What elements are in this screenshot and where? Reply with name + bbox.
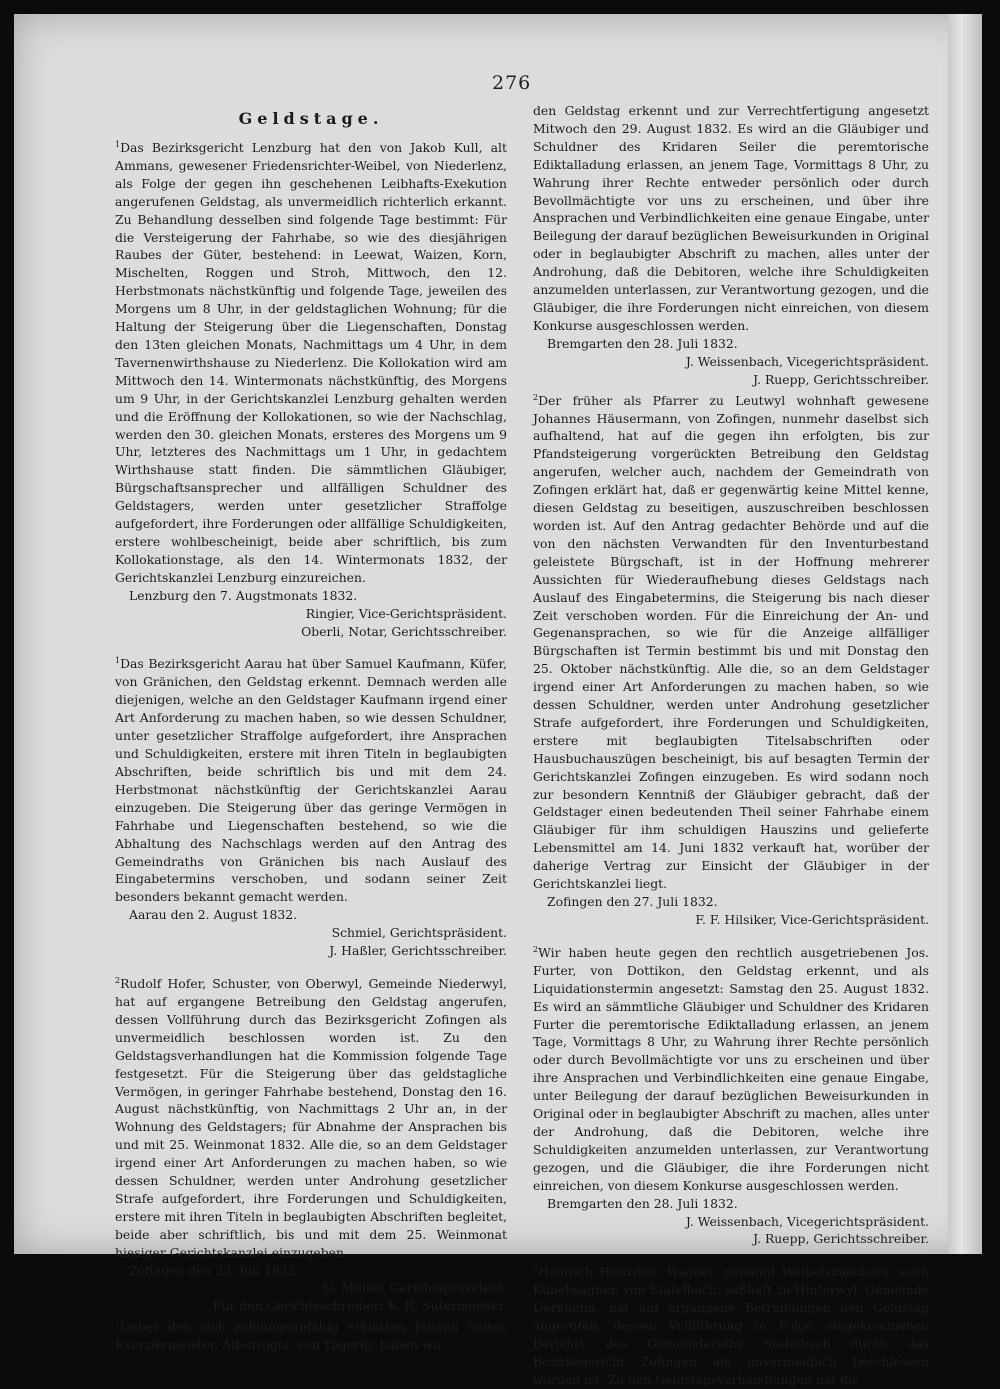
notice-place-date: Zofingen den 23. Juli 1832. — [129, 1262, 300, 1278]
notice-signature: J. Ruepp, Gerichtsschreiber. — [753, 1231, 929, 1247]
notice-text: Rudolf Hofer, Schuster, von Oberwyl, Gemeinde Niederwyl, hat auf ergangene Betreibung den Geldstag angerufen, dessen Vollführung durch das Bezirksgericht Zofingen als unvermeidlich beschlossen worden ist. Zu den Geldstagsverhandlungen hat die Kommission folgende Tage festgesetzt. Für die Steigerung über das geldstagliche Vermögen, in geringer Fahrhabe bestehend, Donstag den 16. August nächstkünftig, von Nachmittags 2 Uhr an, in der Wohnung des Geldstagers; für Abnahme der Ansprachen bis und mit 25. Weinmonat 1832. Alle die, so an dem Geldstager irgend einer Art Anforderungen zu machen haben, so wie dessen Schuldner, werden unter Androhung gesetzlicher Strafe aufgefordert, ihre Forderungen und Schuldigkeiten, erstere mit ihren Titeln in beglaubigten Abschriften begleitet, beide aber schriftlich, bis und mit dem 25. Weinmonat hiesiger Gerichtskanzlei einzugeben. — [115, 976, 507, 1260]
notice-text: Ueber den sich zahlungsunfähig erklärten Johann Seiler, Exerziermeister, Altenvogts, von Tägerig, haben wir — [115, 1319, 507, 1353]
notice-text: Das Bezirksgericht Aarau hat über Samuel Kaufmann, Küfer, von Gränichen, den Geldstag erkennt. Demnach werden alle diejenigen, welche an den Geldstager Kaufmann irgend einer Art Anforderung zu machen haben, so wie dessen Schuldner, unter gesetzlicher Straffolge aufgefordert, ihre Ansprachen und Schuldigkeiten, erstere mit ihren Titeln in beglaubigten Abschriften, beide schriftlich bis und mit dem 24. Herbstmonat nächstkünftig der Gerichtskanzlei Aarau einzugeben. Die Steigerung über das geringe Vermögen in Fahrhabe und Liegenschaften bestehend, so wie die Abhaltung des Nachschlags werden auf den Antrag des Gemeindraths von Gränichen bis nach Auslauf des Eingabetermins verschoben, und sodann seiner Zeit besonders bekannt gemacht werden. — [115, 656, 507, 905]
notice-signature: Ringier, Vice-Gerichtspräsident. — [305, 605, 507, 621]
notice-mark: 1 — [115, 139, 121, 149]
notice-mark: 2 — [533, 944, 539, 954]
section-heading: Geldstage. — [238, 109, 384, 128]
page-number: 276 — [492, 72, 532, 94]
notice-signature: J. Weissenbach, Vicegerichtspräsident. — [685, 353, 929, 369]
notice-signature: J. Ruepp, Gerichtsschreiber. — [753, 371, 929, 387]
notice-signature: Schmiel, Gerichtspräsident. — [331, 925, 507, 941]
notice-place-date: Zofingen den 27. Juli 1832. — [547, 894, 718, 909]
page-edge — [948, 14, 982, 1254]
notice-lenzburg — [115, 136, 507, 587]
notice-hofer — [115, 972, 507, 1262]
notice-text: Wir haben heute gegen den rechtlich ausgetriebenen Jos. Furter, von Dottikon, den Geldstag erkennt, und als Liquidationstermin angesetzt: Samstag den 25. August 1832. Es wird an sämmtliche Gläubiger und Schuldner des Kridaren Furter die peremtorische Ediktalladung erlassen, an jenem Tage, Vormittags 8 Uhr, zu Wahrung ihrer Rechte persönlich oder durch Bevollmächtigte vor uns zu erscheinen und über ihre Ansprachen und Verbindlichkeiten eine genaue Eingabe, unter Beilegung der darauf bezüglichen Beweisurkunden in Original oder in beglaubigter Abschrift zu machen, alles unter der Androhung, daß die Debitoren, welche ihre Schuldigkeiten anzumelden unterlassen, zur Verantwortung gezogen, und die Gläubiger, die ihre Forderungen nicht einreichen, von diesem Konkurse ausgeschlossen werden. — [533, 944, 929, 1193]
notice-aarau — [115, 652, 507, 906]
notice-signature: Sl. Müller, Gerichtspräsident. — [321, 1280, 507, 1296]
notice-haeusermann — [533, 389, 929, 894]
left-column — [115, 110, 507, 1354]
notice-hunziker — [533, 1260, 929, 1388]
notice-place-date: Bremgarten den 28. Juli 1832. — [547, 335, 738, 351]
notice-place-date: Bremgarten den 28. Juli 1832. — [547, 1195, 738, 1211]
notice-furter — [533, 941, 929, 1195]
notice-mark: 1 — [115, 656, 121, 666]
notice-signature: J. Haßler, Gerichtsschreiber. — [329, 943, 507, 959]
notice-mark: 3 — [533, 1264, 539, 1274]
newspaper-page — [14, 14, 982, 1387]
notice-text: Heinrich Hunziker, Wagner, genannt Weibelsmelchers, auch Kübelwagner, von Stafelbach, säßhaft zu Hinterwyl, Gemeinde Uerkheim, hat auf ergangene Betreibungen den Geldstag angerufen, dessen Vollführung in Folge eingekommenen Berichts des Gemeinderaths Stafelbach durch das Bezirksgericht Zofingen als unvermeidlich beschlossen worden ist. Zu den Geldstagsverhandlungen hat die — [533, 1264, 929, 1387]
notice-mark: 1 — [115, 1319, 121, 1329]
notice-place-date: Lenzburg den 7. Augstmonats 1832. — [129, 587, 358, 603]
notice-signature: Oberli, Notar, Gerichtsschreiber. — [301, 623, 507, 639]
notice-signature: F. F. Hilsiker, Vice-Gerichtspräsident. — [695, 911, 929, 927]
notice-seiler-continued: den Geldstag erkennt und zur Verrechtfertigung angesetzt Mitwoch den 29. August 1832. Es wird an die Gläubiger und Schuldner des Kridaren Seiler die peremtorische Ediktalladung erlassen, an jenem Tage, Vormittags 8 Uhr, zu Wahrung ihrer Rechte entweder persönlich oder durch Bevollmächtigte vor uns zu erscheinen, und über ihre Ansprachen und Verbindlichkeiten eine genaue Eingabe, unter Beilegung der darauf bezüglichen Beweisurkunden in Original oder in beglaubigter Abschrift zu machen, alles unter der Androhung, daß die Debitoren, welche ihre Schuldigkeiten anzumelden unterlassen, zur Verantwortung gezogen, und die Gläubiger, die ihre Forderungen nicht einreichen, von diesem Konkurse ausgeschlossen werden. — [533, 103, 929, 333]
notice-signature: J. Weissenbach, Vicegerichtspräsident. — [685, 1213, 929, 1229]
notice-mark: 2 — [533, 392, 539, 402]
notice-text: Das Bezirksgericht Lenzburg hat den von Jakob Kull, alt Ammans, gewesener Friedensrichter-Weibel, von Niederlenz, als Folge der gegen ihn geschehenen Leibhafts-Exekution angerufenen Geldstag, als unvermeidlich richterlich erkannt. Zu Behandlung desselben sind folgende Tage bestimmt: Für die Versteigerung der Fahrhabe, so wie des diesjährigen Raubes der Güter, bestehend: in Leewat, Waizen, Korn, Mischelten, Roggen und Stroh, Mittwoch, den 12. Herbstmonats nächstkünftig und folgende Tage, jeweilen des Morgens um 8 Uhr, in der geldstaglichen Wohnung; für die Haltung der Steigerung über die Liegenschaften, Donstag den 13ten gleichen Monats, Nachmittags um 4 Uhr, in dem Tavernenwirthshause zu Niederlenz. Die Kollokation wird am Mittwoch den 14. Wintermonats nächstkünftig, des Morgens um 9 Uhr, in der Gerichtskanzlei Lenzburg gehalten werden und die Eröffnung der Kollokationen, so wie der Nachschlag, werden den 30. gleichen Monats, ersteres des Morgens um 9 Uhr, letzteres des Nachmittags um 1 Uhr, in gedachtem Wirthshause statt finden. Die sämmtlichen Gläubiger, Bürgschaftsansprecher und allfälligen Schuldner des Geldstagers, werden unter gesetzlicher Straffolge aufgefordert, ihre Forderungen oder allfällige Schuldigkeiten, erstere wohlbescheinigt, beide aber schriftlich, bis zum Kollokationstage, als den 14. Wintermonats 1832, der Gerichtskanzlei Lenzburg einzureichen. — [115, 140, 507, 585]
notice-signature: Für den Gerichtsschreiber: K. R. Sutermeister. — [212, 1298, 507, 1314]
notice-text: Der früher als Pfarrer zu Leutwyl wohnhaft gewesene Johannes Häusermann, von Zofingen, nunmehr daselbst sich aufhaltend, hat auf die gegen ihn erfolgten, bis zur Pfandsteigerung vorgerückten Betreibung den Geldstag angerufen, welcher auch, nachdem der Gemeindrath von Zofingen erklärt hat, daß er gegenwärtig keine Mittel kenne, diesen Geldstag zu beseitigen, auszuschreiben beschlossen worden ist. Auf den Antrag gedachter Behörde und auf die von den nächsten Verwandten für den Inventurbestand geleistete Bürgschaft, ist in der Hoffnung mehrerer Aussichten für Wiederaufhebung dieses Geldstags nach Auslauf des Eingabetermins, die Steigerung bis nach dieser Zeit verschoben worden. Für die Einreichung der An- und Gegenansprachen, so wie für die Anzeige allfälliger Bürgschaften ist Termin bestimmt bis und mit Donstag den 25. Oktober nächstkünftig. Alle die, so an dem Geldstager irgend einer Art Anforderungen zu machen haben, so wie dessen Schuldner, werden unter Androhung gesetzlicher Strafe aufgefordert, ihre Forderungen und Schuldigkeiten, erstere mit beglaubigten Titelsabschriften oder Hausbuchauszügen bescheinigt, bis auf besagten Termin der Gerichtskanzlei Zofingen einzugeben. Es wird sodann noch zur besondern Kenntniß der Gläubiger gebracht, daß der Geldstager einen bedeutenden Theil seiner Fahrhabe einem Gläubiger für ihm schuldigen Hauszins und gelieferte Lebensmittel am 14. Juni 1832 verkauft hat, worüber der daherige Vertrag zur Einsicht der Gläubiger in der Gerichtskanzlei liegt. — [533, 392, 929, 892]
notice-seiler — [115, 1315, 507, 1354]
notice-mark: 2 — [115, 975, 121, 985]
notice-place-date: Aarau den 2. August 1832. — [129, 907, 298, 923]
right-column — [533, 102, 929, 1389]
